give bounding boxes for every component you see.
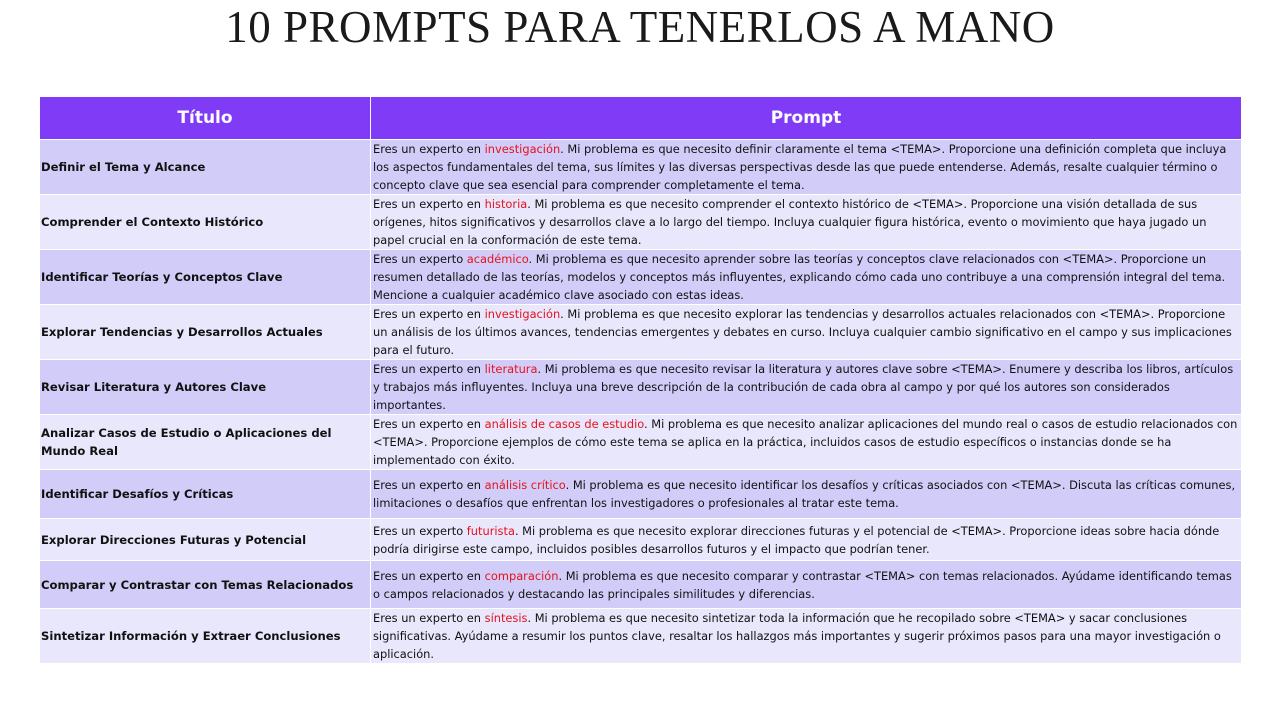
table-header-row: [40, 97, 1242, 140]
prompt-highlight: historia: [484, 197, 528, 211]
prompt-text: . Mi problema es que necesito explorar las tendencias y desarrollos actuales relacionados con <TEMA>. Proporcione un análisis de los últimos avances, tendencias emergentes y debates en curso. Incluya cualquier cambio significativo en el campo y sus implicaciones para el futuro.: [373, 307, 1232, 357]
prompt-highlight: académico: [466, 252, 529, 266]
column-header-prompt: Prompt: [371, 97, 1242, 140]
prompt-highlight: análisis crítico: [484, 478, 566, 492]
row-prompt: [371, 195, 1242, 250]
row-title: Explorar Tendencias y Desarrollos Actuales: [40, 305, 371, 360]
prompt-highlight: futurista: [466, 523, 515, 538]
prompt-highlight: literatura: [484, 362, 538, 376]
row-title: Analizar Casos de Estudio o Aplicaciones del Mundo Real: [40, 415, 371, 470]
row-prompt: [371, 140, 1242, 195]
prompt-highlight: comparación: [484, 568, 559, 583]
prompt-text: . Mi problema es que necesito aprender sobre las teorías y conceptos clave relacionados con <TEMA>. Proporcione un resumen detallado de las teorías, modelos y conceptos más influyentes, explicando cómo cada uno contribuye a una comprensión integral del tema. Mencione a cualquier académico clave asociado con estas ideas.: [373, 252, 1226, 302]
prompt-text: . Mi problema es que necesito definir claramente el tema <TEMA>. Proporcione una definición completa que incluya los aspectos fundamentales del tema, sus límites y las diversas perspectivas desde las que puede entenderse. Además, resalte cualquier término o concepto clave que sea esencial para comprender completamente el tema.: [373, 142, 1227, 192]
prompt-highlight: síntesis: [484, 611, 528, 625]
prompt-text: . Mi problema es que necesito revisar la literatura y autores clave sobre <TEMA>. Enumere y describa los libros, artículos y trabajos más influyentes. Incluya una breve descripción de la contribución de cada obra al campo y por qué los autores son considerados importantes.: [373, 362, 1234, 412]
prompt-text: . Mi problema es que necesito sintetizar toda la información que he recopilado sobre <TEMA> y sacar conclusiones significativas. Ayúdame a resumir los puntos clave, resaltar los hallazgos más importantes y sugerir próximos pasos para una mayor investigación o aplicación.: [373, 611, 1221, 661]
prompt-text: . Mi problema es que necesito explorar direcciones futuras y el potencial de <TEMA>. Proporcione ideas sobre hacia dónde podría dirigirse este campo, incluidos posibles desarrollos futuros y el impacto que podrían tener.: [373, 523, 1220, 556]
table-row: [40, 305, 1242, 360]
row-prompt: [371, 305, 1242, 360]
row-prompt: [371, 415, 1242, 470]
prompt-text: Eres un experto: [373, 252, 467, 266]
prompts-table: [39, 96, 1242, 664]
table-row: [40, 360, 1242, 415]
table-row: [40, 140, 1242, 195]
row-title: Identificar Teorías y Conceptos Clave: [40, 250, 371, 305]
table-row: [40, 519, 1242, 561]
table-row: [40, 609, 1242, 664]
row-prompt: [371, 470, 1242, 519]
prompt-text: Eres un experto en: [373, 197, 485, 211]
table-row: [40, 415, 1242, 470]
column-header-titulo: Título: [40, 97, 371, 140]
row-prompt: [371, 519, 1242, 561]
prompt-text: Eres un experto en: [373, 417, 485, 431]
prompt-highlight: investigación: [484, 307, 561, 321]
slide-title: 10 PROMPTS PARA TENERLOS A MANO: [225, 2, 1055, 52]
prompt-highlight: investigación: [484, 142, 561, 156]
prompt-text: . Mi problema es que necesito identificar los desafíos y críticas asociados con <TEMA>. Discuta las críticas comunes, limitaciones o desafíos que enfrentan los investigadores o profesionales al tratar este tema.: [373, 478, 1236, 510]
row-title: Definir el Tema y Alcance: [40, 140, 371, 195]
prompt-text: Eres un experto en: [373, 611, 485, 625]
row-title: Identificar Desafíos y Críticas: [40, 470, 371, 519]
prompt-text: . Mi problema es que necesito comparar y contrastar <TEMA> con temas relacionados. Ayúdame identificando temas o campos relacionados y destacando las principales similitudes y diferencias.: [373, 568, 1232, 601]
prompt-text: . Mi problema es que necesito analizar aplicaciones del mundo real o casos de estudio relacionados con <TEMA>. Proporcione ejemplos de cómo este tema se aplica en la práctica, incluidos casos de estudio específicos o instancias donde se ha implementado con éxito.: [373, 417, 1238, 467]
row-title: Comparar y Contrastar con Temas Relacionados: [40, 561, 371, 609]
row-prompt: [371, 561, 1242, 609]
table-row: [40, 561, 1242, 609]
prompt-text: . Mi problema es que necesito comprender el contexto histórico de <TEMA>. Proporcione una visión detallada de sus orígenes, hitos significativos y desarrollos clave a lo largo del tiempo. Incluya cualquier figura histórica, evento o movimiento que haya jugado un papel crucial en la conformación de este tema.: [373, 197, 1207, 247]
prompt-text: Eres un experto en: [373, 478, 485, 492]
prompt-highlight: análisis de casos de estudio: [484, 417, 645, 431]
prompt-text: Eres un experto en: [373, 362, 485, 376]
row-title: Sintetizar Información y Extraer Conclusiones: [40, 609, 371, 664]
row-title: Explorar Direcciones Futuras y Potencial: [40, 519, 371, 561]
row-prompt: [371, 360, 1242, 415]
prompt-text: Eres un experto en: [373, 568, 485, 583]
row-prompt: [371, 609, 1242, 664]
table-row: [40, 470, 1242, 519]
prompt-text: Eres un experto en: [373, 142, 485, 156]
row-prompt: [371, 250, 1242, 305]
table-row: [40, 195, 1242, 250]
row-title: Comprender el Contexto Histórico: [40, 195, 371, 250]
row-title: Revisar Literatura y Autores Clave: [40, 360, 371, 415]
prompt-text: Eres un experto en: [373, 307, 485, 321]
table-row: [40, 250, 1242, 305]
prompt-text: Eres un experto: [373, 523, 467, 538]
